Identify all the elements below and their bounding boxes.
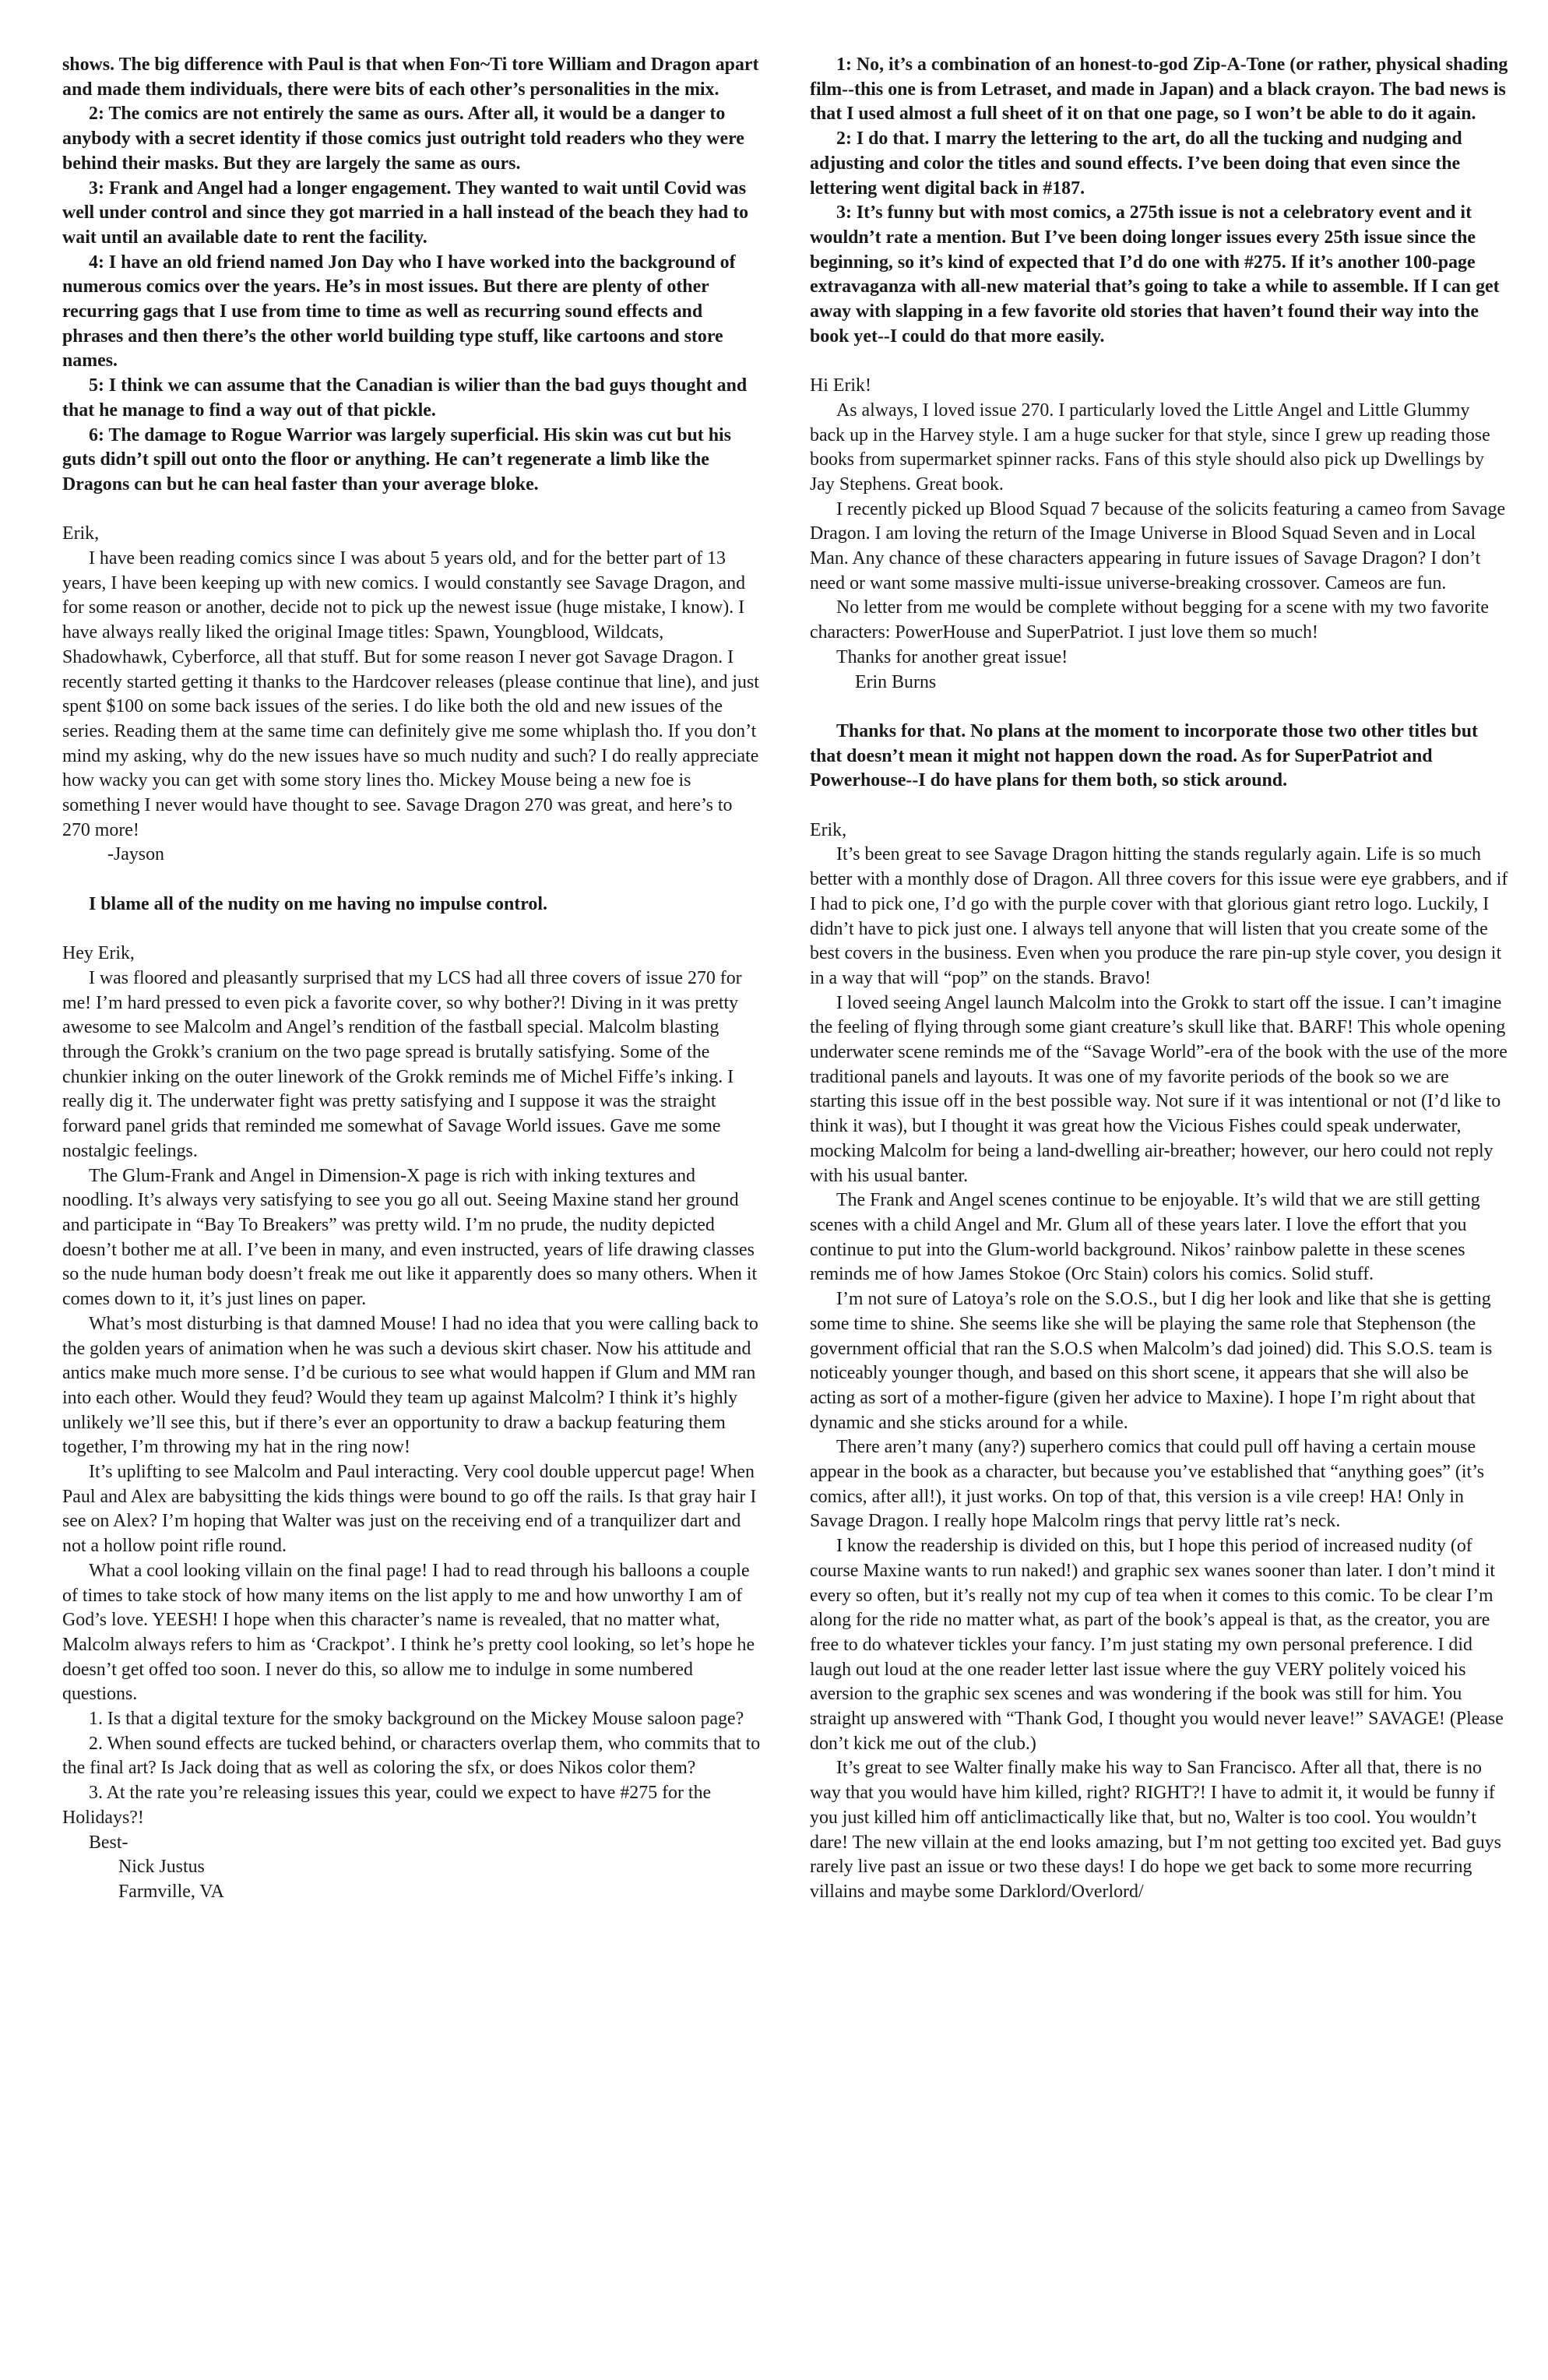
letter-paragraph: What’s most disturbing is that damned Mouse! I had no idea that you were calling back to the golden years of animation when he was such a devious skirt chaser. Now his attitude and antics make much more sense. I’d be curious to see what would happen if Glum and MM ran into each other. Would they feud? Would they team up against Malcolm? I think it’s highly unlikely we’ll see this, but if there’s ever an opportunity to draw a backup featuring them together, I’m throwing my hat in the ring now! <box>62 1313 758 1458</box>
numbered-question: 2. When sound effects are tucked behind, or characters overlap them, who commits that to the final art? Is Jack doing that as well as coloring the sfx, or does Nikos color them? <box>62 1733 761 1779</box>
letter-paragraph: It’s been great to see Savage Dragon hitting the stands regularly again. Life is so much better with a monthly dose of Dragon. All three covers for this issue were eye grabbers, and if I had to pick one, I’d go with the purple cover with that glorious giant retro logo. Luckily, I didn’t have to pick just one. I always tell anyone that will listen that you create some of the best covers in the business. Even when you produce the rare pin-up style cover, you design it in a way that will “pop” on the stands. Bravo! <box>810 844 1508 988</box>
right-column <box>810 53 1509 2380</box>
answer-6: 6: The damage to Rogue Warrior was largely superficial. His skin was cut but his guts didn’t spill out onto the floor or anything. He can’t regenerate a limb like the Dragons can but he can heal faster than your average bloke. <box>62 424 731 495</box>
letter-paragraph: I’m not sure of Latoya’s role on the S.O.S., but I dig her look and like that she is getting some time to shine. She seems like she will be playing the same role that Stephenson (the government official that ran the S.O.S when Malcolm’s dad joined) did. This S.O.S. team is noticeably younger though, and based on this short scene, it appears that she will also be acting as sort of a mother-figure (given her advice to Maxine). I hope I’m right about that dynamic and she sticks around for a while. <box>810 1289 1493 1433</box>
answer-2: 2: The comics are not entirely the same as ours. After all, it would be a danger to anybody with a secret identity if those comics just outright told readers who they were behind their masks. But they are largely the same as ours. <box>62 104 744 174</box>
letter-salutation: Hi Erik! <box>810 375 871 396</box>
letter-paragraph: Thanks for another great issue! <box>836 646 1068 667</box>
letter-paragraph: The Frank and Angel scenes continue to be enjoyable. It’s wild that we are still getting scenes with a child Angel and Mr. Glum all of these years later. I love the effort that you continue to put into the Glum-world background. Nikos’ rainbow palette in these scenes reminds me of how James Stokoe (Orc Stain) colors his comics. Solid stuff. <box>810 1190 1480 1285</box>
letter-paragraph: What a cool looking villain on the final page! I had to read through his balloons a couple of times to take stock of how many items on the list apply to me and how unworthy I am of God’s love. YEESH! I hope when this character’s name is revealed, that no matter what, Malcolm always refers to him as ‘Crackpot’. I think he’s pretty cool looking, so let’s hope he doesn’t get offed too soon. I never do this, so allow me to indulge in some numbered questions. <box>62 1560 755 1705</box>
letter-paragraph: It’s uplifting to see Malcolm and Paul interacting. Very cool double uppercut page! When Paul and Alex are babysitting the kids things were bound to go off the rails. Is that gray hair I see on Alex? I’m hoping that Walter was just on the receiving end of a tranquilizer dart and not a hollow point rifle round. <box>62 1462 757 1557</box>
letter-paragraph: I loved seeing Angel launch Malcolm into the Grokk to start off the issue. I can’t imagine the feeling of flying through some giant creature’s skull like that. BARF! This whole opening underwater scene reminds me of the “Savage World”-era of the book with the use of the more traditional panels and layouts. It was one of my favorite periods of the book so we are starting this issue off in the best possible way. Not sure if it was intentional or not (I’d like to think it was), but I thought it was great how the Vicious Fishes could speak underwater, mocking Malcolm for being a land-dwelling air-breather; however, our hero could not reply with his usual banter. <box>810 992 1508 1186</box>
letter-salutation: Hey Erik, <box>62 943 135 964</box>
letter-paragraph: It’s great to see Walter finally make his way to San Francisco. After all that, there is no way that you would have him killed, right? RIGHT?! I have to admit it, it would be funny if you just killed him off anticlimactically like that, but no, Walter is too cool. You wouldn’t dare! The new villain at the end looks amazing, but I’m not getting too excited yet. Bad guys rarely live past an issue or two these days! I do hope we get back to some more recurring villains and maybe some Darklord/Overlord/ <box>810 1758 1501 1902</box>
answer-3: 3: Frank and Angel had a longer engagement. They wanted to wait until Covid was well under control and since they got married in a hall instead of the beach they had to wait until an available date to rent the facility. <box>62 178 749 248</box>
letter-signoff: -Jayson <box>107 844 164 865</box>
letter-closing: Best- <box>89 1832 128 1853</box>
numbered-question: 3. At the rate you’re releasing issues this year, could we expect to have #275 for the Holidays?! <box>62 1783 712 1828</box>
answer-5: 5: I think we can assume that the Canadian is wilier than the bad guys thought and that he manage to find a way out of that pickle. <box>62 375 748 421</box>
letter-author: Nick Justus <box>118 1857 205 1878</box>
answer-continuation: shows. The big difference with Paul is that when Fon~Ti tore William and Dragon apart and made them individuals, there were bits of each other’s personalities in the mix. <box>62 55 759 100</box>
editor-reply: I blame all of the nudity on me having no impulse control. <box>89 893 547 914</box>
answer-1: 1: No, it’s a combination of an honest-to-god Zip-A-Tone (or rather, physical shading film--this one is from Letraset, and made in Japan) and a black crayon. The bad news is that I used almost a full sheet of it on that one page, so I won’t be able to do it again. <box>810 55 1508 125</box>
letter-paragraph: The Glum-Frank and Angel in Dimension-X page is rich with inking textures and noodling. It’s always very satisfying to see you go all out. Seeing Maxine stand her ground and participate in “Bay To Breakers” was pretty wild. I’m no prude, the nudity depicted doesn’t bother me at all. I’ve been in many, and even instructed, years of life drawing classes so the nude human body doesn’t freak me out like it apparently does so many others. When it comes down to it, it’s just lines on paper. <box>62 1165 758 1310</box>
letter-paragraph: I know the readership is divided on this, but I hope this period of increased nudity (of course Maxine wants to run naked!) and graphic sex wanes sooner than later. I don’t mind it every so often, but it’s really not my cup of tea when it comes to this comic. To be clear I’m along for the ride no matter what, as part of the book’s appeal is that, as the creator, you are free to do whatever tickles your fancy. I’m just stating my own personal preference. I did laugh out loud at the one reader letter last issue where the guy VERY politely voiced his aversion to the graphic sex scenes and was wondering if the book was still for him. You straight up answered with “Thank God, I thought you would never leave!” SAVAGE! (Please don’t kick me out of the club.) <box>810 1536 1504 1754</box>
letter-paragraph: I was floored and pleasantly surprised that my LCS had all three covers of issue 270 for me! I’m hard pressed to even pick a favorite cover, so why bother?! Diving in it was pretty awesome to see Malcolm and Angel’s rendition of the fastball special. Malcolm blasting through the Grokk’s cranium on the two page spread is brutally satisfying. Some of the chunkier inking on the outer linework of the Grokk reminds me of Michel Fiffe’s inking. I really dig it. The underwater fight was pretty satisfying and I suppose it was the straight forward panel grids that reminded me somewhat of Savage World issues. Gave me some nostalgic feelings. <box>62 967 742 1161</box>
editor-reply: Thanks for that. No plans at the moment to incorporate those two other titles but that doesn’t mean it might not happen down the road. As for SuperPatriot and Powerhouse--I do have plans for them both, so stick around. <box>810 720 1478 791</box>
answer-3: 3: It’s funny but with most comics, a 275th issue is not a celebratory event and it wouldn’t rate a mention. But I’ve been doing longer issues every 25th issue since the beginning, so it’s kind of expected that I’d do one with #275. If it’s another 100-page extravaganza with all-new material that’s going to take a while to assemble. If I can get away with slapping in a few favorite old stories that haven’t found their way into the book yet--I could do that more easily. <box>810 202 1500 347</box>
letter-location: Farmville, VA <box>118 1881 224 1902</box>
letter-paragraph: There aren’t many (any?) superhero comics that could pull off having a certain mouse appear in the book as a character, but because you’ve established that “anything goes” (it’s comics, after all!), it just works. On top of that, this version is a vile creep! HA! Only in Savage Dragon. I really hope Malcolm rings that pervy little rat’s neck. <box>810 1437 1485 1532</box>
letter-paragraph: I have been reading comics since I was about 5 years old, and for the better part of 13 years, I have been keeping up with new comics. I would constantly see Savage Dragon, and for some reason or another, decide not to pick up the newest issue (huge mistake, I know). I have always really liked the original Image titles: Spawn, Youngblood, Wildcats, Shadowhawk, Cyberforce, all that stuff. But for some reason I never got Savage Dragon. I recently started getting it thanks to the Hardcover releases (please continue that line), and just spent $100 on some back issues of the series. I do like both the old and new issues of the series. Reading them at the same time can definitely give me some whiplash tho. If you don’t mind my asking, why do the new issues have so much nudity and such? I do really appreciate how wacky you can get with some story lines tho. Mickey Mouse being a new foe is something I never would have thought to see. Savage Dragon 270 was great, and here’s to 270 more! <box>62 548 759 840</box>
letter-salutation: Erik, <box>810 819 847 840</box>
numbered-question: 1. Is that a digital texture for the smoky background on the Mickey Mouse saloon page? <box>89 1709 744 1730</box>
letter-paragraph: No letter from me would be complete without begging for a scene with my two favorite characters: PowerHouse and SuperPatriot. I just love them so much! <box>810 597 1489 643</box>
letter-paragraph: I recently picked up Blood Squad 7 because of the solicits featuring a cameo from Savage Dragon. I am loving the return of the Image Universe in Blood Squad Seven and in Local Man. Any chance of these characters appearing in future issues of Savage Dragon? I don’t need or want some massive multi-issue universe-breaking crossover. Cameos are fun. <box>810 498 1506 593</box>
letter-author: Erin Burns <box>855 671 937 692</box>
answer-4: 4: I have an old friend named Jon Day who I have worked into the background of numerous comics over the years. He’s in most issues. But there are plenty of other recurring gags that I use from time to time as well as recurring sound effects and phrases and then there’s the other world building type stuff, like cartoons and store names. <box>62 252 736 371</box>
answer-2: 2: I do that. I marry the lettering to the art, do all the tucking and nudging and adjusting and color the titles and sound effects. I’ve been doing that even since the lettering went digital back in #187. <box>810 129 1462 199</box>
letter-paragraph: As always, I loved issue 270. I particularly loved the Little Angel and Little Glummy back up in the Harvey style. I am a huge sucker for that style, since I grew up reading those books from supermarket spinner racks. Fans of this style should also pick up Dwellings by Jay Stephens. Great book. <box>810 400 1490 495</box>
letter-salutation: Erik, <box>62 523 100 544</box>
left-column <box>62 53 762 2380</box>
